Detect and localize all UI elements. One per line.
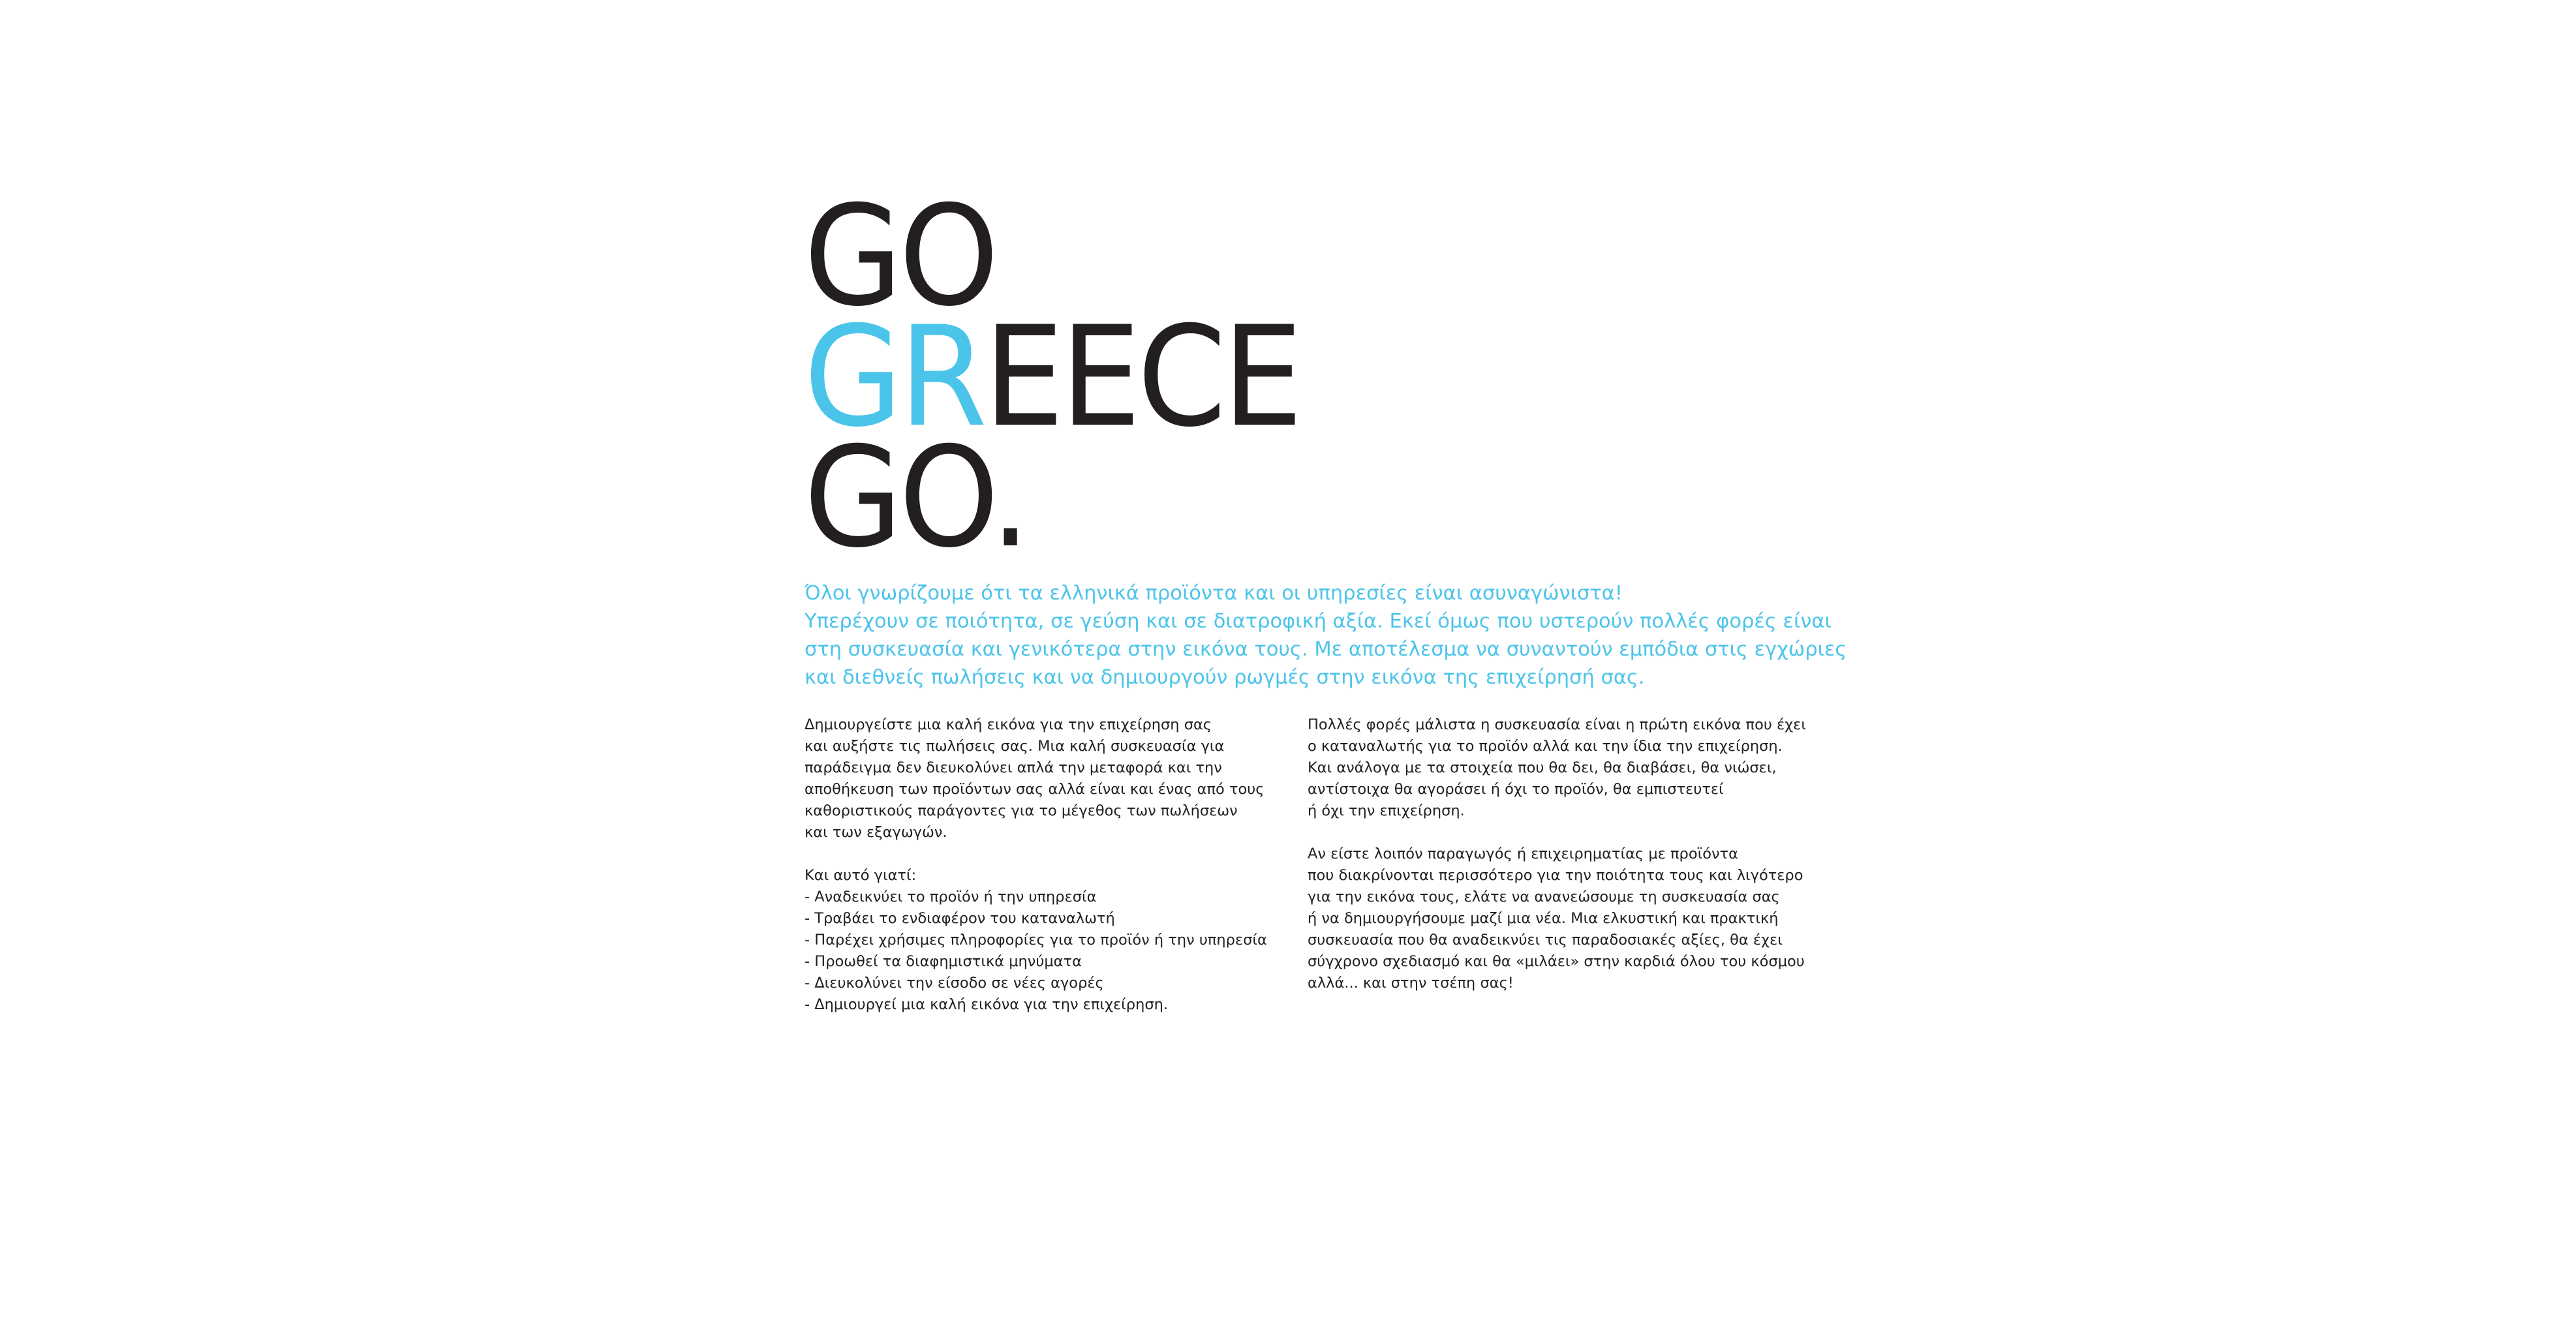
left-p2-line: Και αυτό γιατί: [805,867,917,884]
left-p2-line: - Δημιουργεί μια καλή εικόνα για την επιχείρηση. [805,996,1168,1013]
left-p1-line: καθοριστικούς παράγοντες για το μέγεθος των πωλήσεων [805,802,1238,819]
left-p1-line: Δημιουργείστε μια καλή εικόνα για την επιχείρηση σας [805,716,1212,733]
paragraph-spacer [805,843,1267,865]
right-p2-line: ή να δημιουργήσουμε μαζί μια νέα. Μια ελκυστική και πρακτική [1308,910,1779,927]
left-p1-line: αποθήκευση των προϊόντων σας αλλά είναι και ένας από τους [805,781,1265,798]
left-column [805,714,1267,1016]
left-p2-line: - Τραβάει το ενδιαφέρον του καταναλωτή [805,910,1115,927]
left-p1-line: και αυξήστε τις πωλήσεις σας. Μια καλή συσκευασία για [805,738,1225,755]
intro-paragraph [805,579,1847,691]
right-p1-line: Πολλές φορές μάλιστα η συσκευασία είναι η πρώτη εικόνα που έχει [1308,716,1806,733]
headline [804,175,1342,578]
right-column [1308,714,1806,994]
right-p1-line: ή όχι την επιχείρηση. [1308,802,1465,819]
right-p2-line: Αν είστε λοιπόν παραγωγός ή επιχειρηματίας με προϊόντα [1308,845,1738,862]
headline-line-3: GO. [804,417,1028,578]
headline-accent-gr: GR [804,296,984,457]
right-p2-line: που διακρίνονται περισσότερο για την ποιότητα τους και λιγότερο [1308,867,1803,884]
right-p2-line: για την εικόνα τους, ελάτε να ανανεώσουμε τη συσκευασία σας [1308,888,1780,905]
right-p2-line: συσκευασία που θα αναδεικνύει τις παραδοσιακές αξίες, θα έχει [1308,932,1783,948]
right-p2-line: σύγχρονο σχεδιασμό και θα «μιλάει» στην καρδιά όλου του κόσμου [1308,953,1805,970]
intro-line: και διεθνείς πωλήσεις και να δημιουργούν ρωγμές στην εικόνα της επιχείρησή σας. [805,666,1645,689]
right-p2-line: αλλά... και στην τσέπη σας! [1308,975,1514,992]
left-p2-line: - Παρέχει χρήσιμες πληροφορίες για το προϊόν ή την υπηρεσία [805,932,1267,948]
right-p1-line: Και ανάλογα με τα στοιχεία που θα δει, θα διαβάσει, θα νιώσει, [1308,759,1777,776]
left-p1-line: παράδειγμα δεν διευκολύνει απλά την μεταφορά και την [805,759,1222,776]
right-p1-line: ο καταναλωτής για το προϊόν αλλά και την ίδια την επιχείρηση. [1308,738,1783,755]
left-p2-line: - Διευκολύνει την είσοδο σε νέες αγορές [805,975,1104,992]
left-p2-line: - Αναδεικνύει το προϊόν ή την υπηρεσία [805,888,1097,905]
headline-rest-eece: EECE [983,296,1300,457]
intro-line: Υπερέχουν σε ποιότητα, σε γεύση και σε διατροφική αξία. Εκεί όμως που υστερούν πολλές φορές είναι [805,610,1832,633]
intro-line: Όλοι γνωρίζουμε ότι τα ελληνικά προϊόντα και οι υπηρεσίες είναι ασυναγώνιστα! [805,582,1623,605]
headline-line-1: GO [804,175,996,337]
paragraph-spacer [1308,822,1806,843]
left-p1-line: και των εξαγωγών. [805,824,947,841]
left-p2-line: - Προωθεί τα διαφημιστικά μηνύματα [805,953,1082,970]
intro-line: στη συσκευασία και γενικότερα στην εικόνα τους. Με αποτέλεσμα να συναντούν εμπόδια στις εγχώριες [805,638,1847,661]
right-p1-line: αντίστοιχα θα αγοράσει ή όχι το προϊόν, θα εμπιστευτεί [1308,781,1724,798]
